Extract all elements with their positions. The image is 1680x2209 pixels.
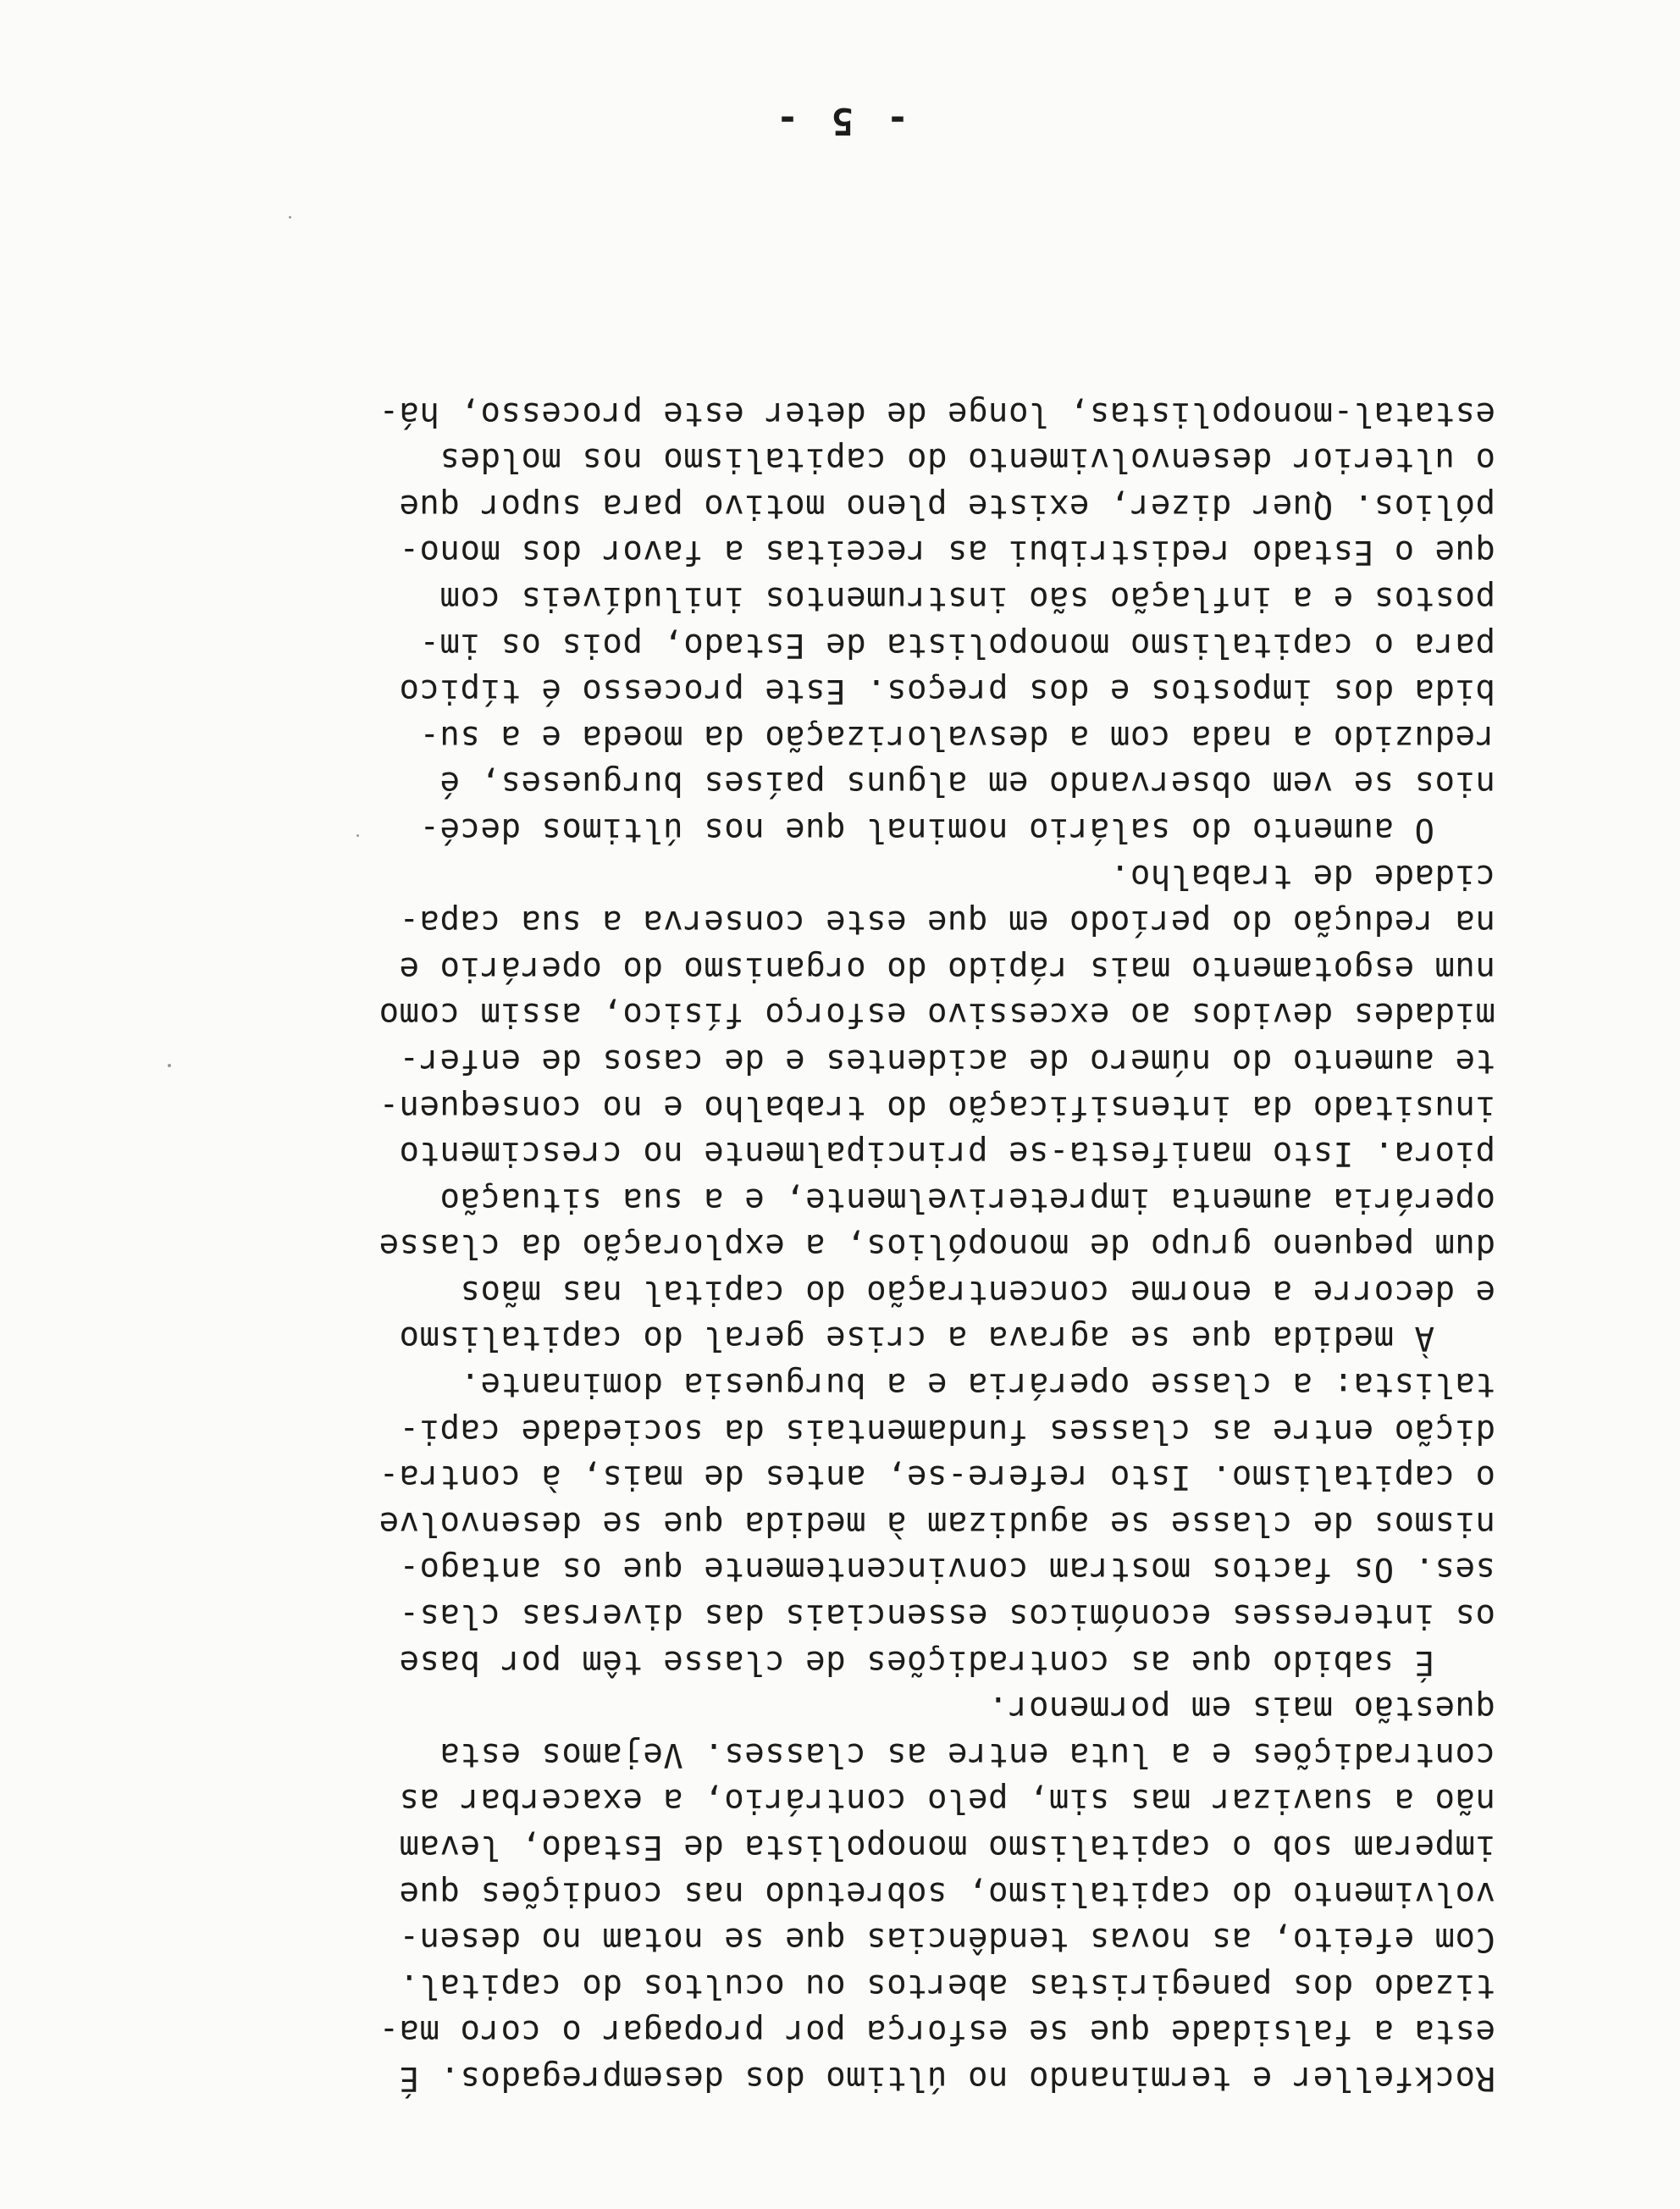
- paper-speck: [168, 1064, 171, 1067]
- text-line: bida dos impostos e dos preços. Este processo é típico: [399, 672, 1495, 711]
- text-line: reduzido a nada com a desvalorização da moeda e a su-: [419, 717, 1495, 756]
- text-line: operária aumenta impreterivelmente, e a sua situação: [439, 1180, 1495, 1219]
- text-line: volvimento do capitalismo, sobretudo nas condições que: [399, 1874, 1495, 1913]
- page-number: - 5 -: [771, 99, 909, 142]
- text-line: Rockfeller e terminando no último dos desempregados. É: [399, 2059, 1495, 2097]
- text-line: estatal-monopolistas, longe de deter este processo, há-: [379, 394, 1495, 433]
- text-line: na redução do período em que este conserva a sua capa-: [399, 903, 1495, 942]
- text-line: esta a falsidade que se esforça por propagar o coro ma-: [379, 2012, 1495, 2051]
- text-line: e decorre a enorme concentração do capital nas mãos: [460, 1272, 1495, 1311]
- text-line: nios se vem observando em alguns países burgueses, é: [439, 764, 1495, 803]
- text-line: É sabido que as contradições de classe têm por base: [399, 1642, 1495, 1681]
- text-line: cidade de trabalho.: [1109, 856, 1495, 895]
- text-line: questão mais em pormenor.: [987, 1689, 1495, 1728]
- text-line: pólios. Quer dizer, existe pleno motivo para supor que: [399, 486, 1495, 525]
- text-line: dum pequeno grupo de monopólios, a exploração da classe: [379, 1226, 1495, 1265]
- text-line: dição entre as classes fundamentais da sociedade capi-: [399, 1411, 1495, 1450]
- text-line: contradições e a luta entre as classes. Vejamos esta: [439, 1735, 1495, 1774]
- paper-speck: [289, 216, 291, 219]
- text-line: para o capitalismo monopolista de Estado, pois os im-: [419, 625, 1495, 664]
- text-line: postos e a inflação são instrumentos iniludíveis com: [439, 579, 1495, 617]
- text-line: nismos de classe se agudizam à medida que se desenvolve: [379, 1503, 1495, 1542]
- text-line: o capitalismo. Isto refere-se, antes de mais, à contra-: [379, 1458, 1495, 1497]
- text-line: que o Estado redistribui as receitas a favor dos mono-: [399, 533, 1495, 572]
- text-line: não a suavizar mas sim, pelo contrário, a exacerbar as: [399, 1781, 1495, 1820]
- text-line: ses. Os factos mostram convincentemente que os antago-: [399, 1550, 1495, 1589]
- text-line: os interesses económicos essenciais das diversas clas-: [399, 1597, 1495, 1636]
- text-line: num esgotamento mais rápido do organismo do operário e: [399, 949, 1495, 988]
- text-line: imperam sob o capitalismo monopolista de Estado, levam: [399, 1828, 1495, 1867]
- text-line: tizado dos panegiristas abertos ou ocultos do capital.: [399, 1966, 1495, 2005]
- text-line: inusitado da intensificação do trabalho e no consequen-: [379, 1088, 1495, 1127]
- text-line: talista: a classe operária e a burguesia dominante.: [460, 1365, 1495, 1404]
- body-text: [107, 390, 1495, 2101]
- text-line: te aumento do número de acidentes e de casos de enfer-: [399, 1041, 1495, 1080]
- text-line: O aumento do salário nominal que nos últimos decé-: [419, 810, 1495, 849]
- paper-speck: [356, 834, 359, 837]
- text-line: À medida que se agrava a crise geral do capitalismo: [399, 1319, 1495, 1358]
- text-line: midades devidos ao excessivo esforço físico, assim como: [379, 995, 1495, 1034]
- text-line: piora. Isto manifesta-se principalmente no crescimento: [399, 1134, 1495, 1173]
- text-line: o ulterior desenvolvimento do capitalismo nos moldes: [439, 440, 1495, 479]
- text-line: Com efeito, as novas tendências que se notam no desen-: [399, 1920, 1495, 1959]
